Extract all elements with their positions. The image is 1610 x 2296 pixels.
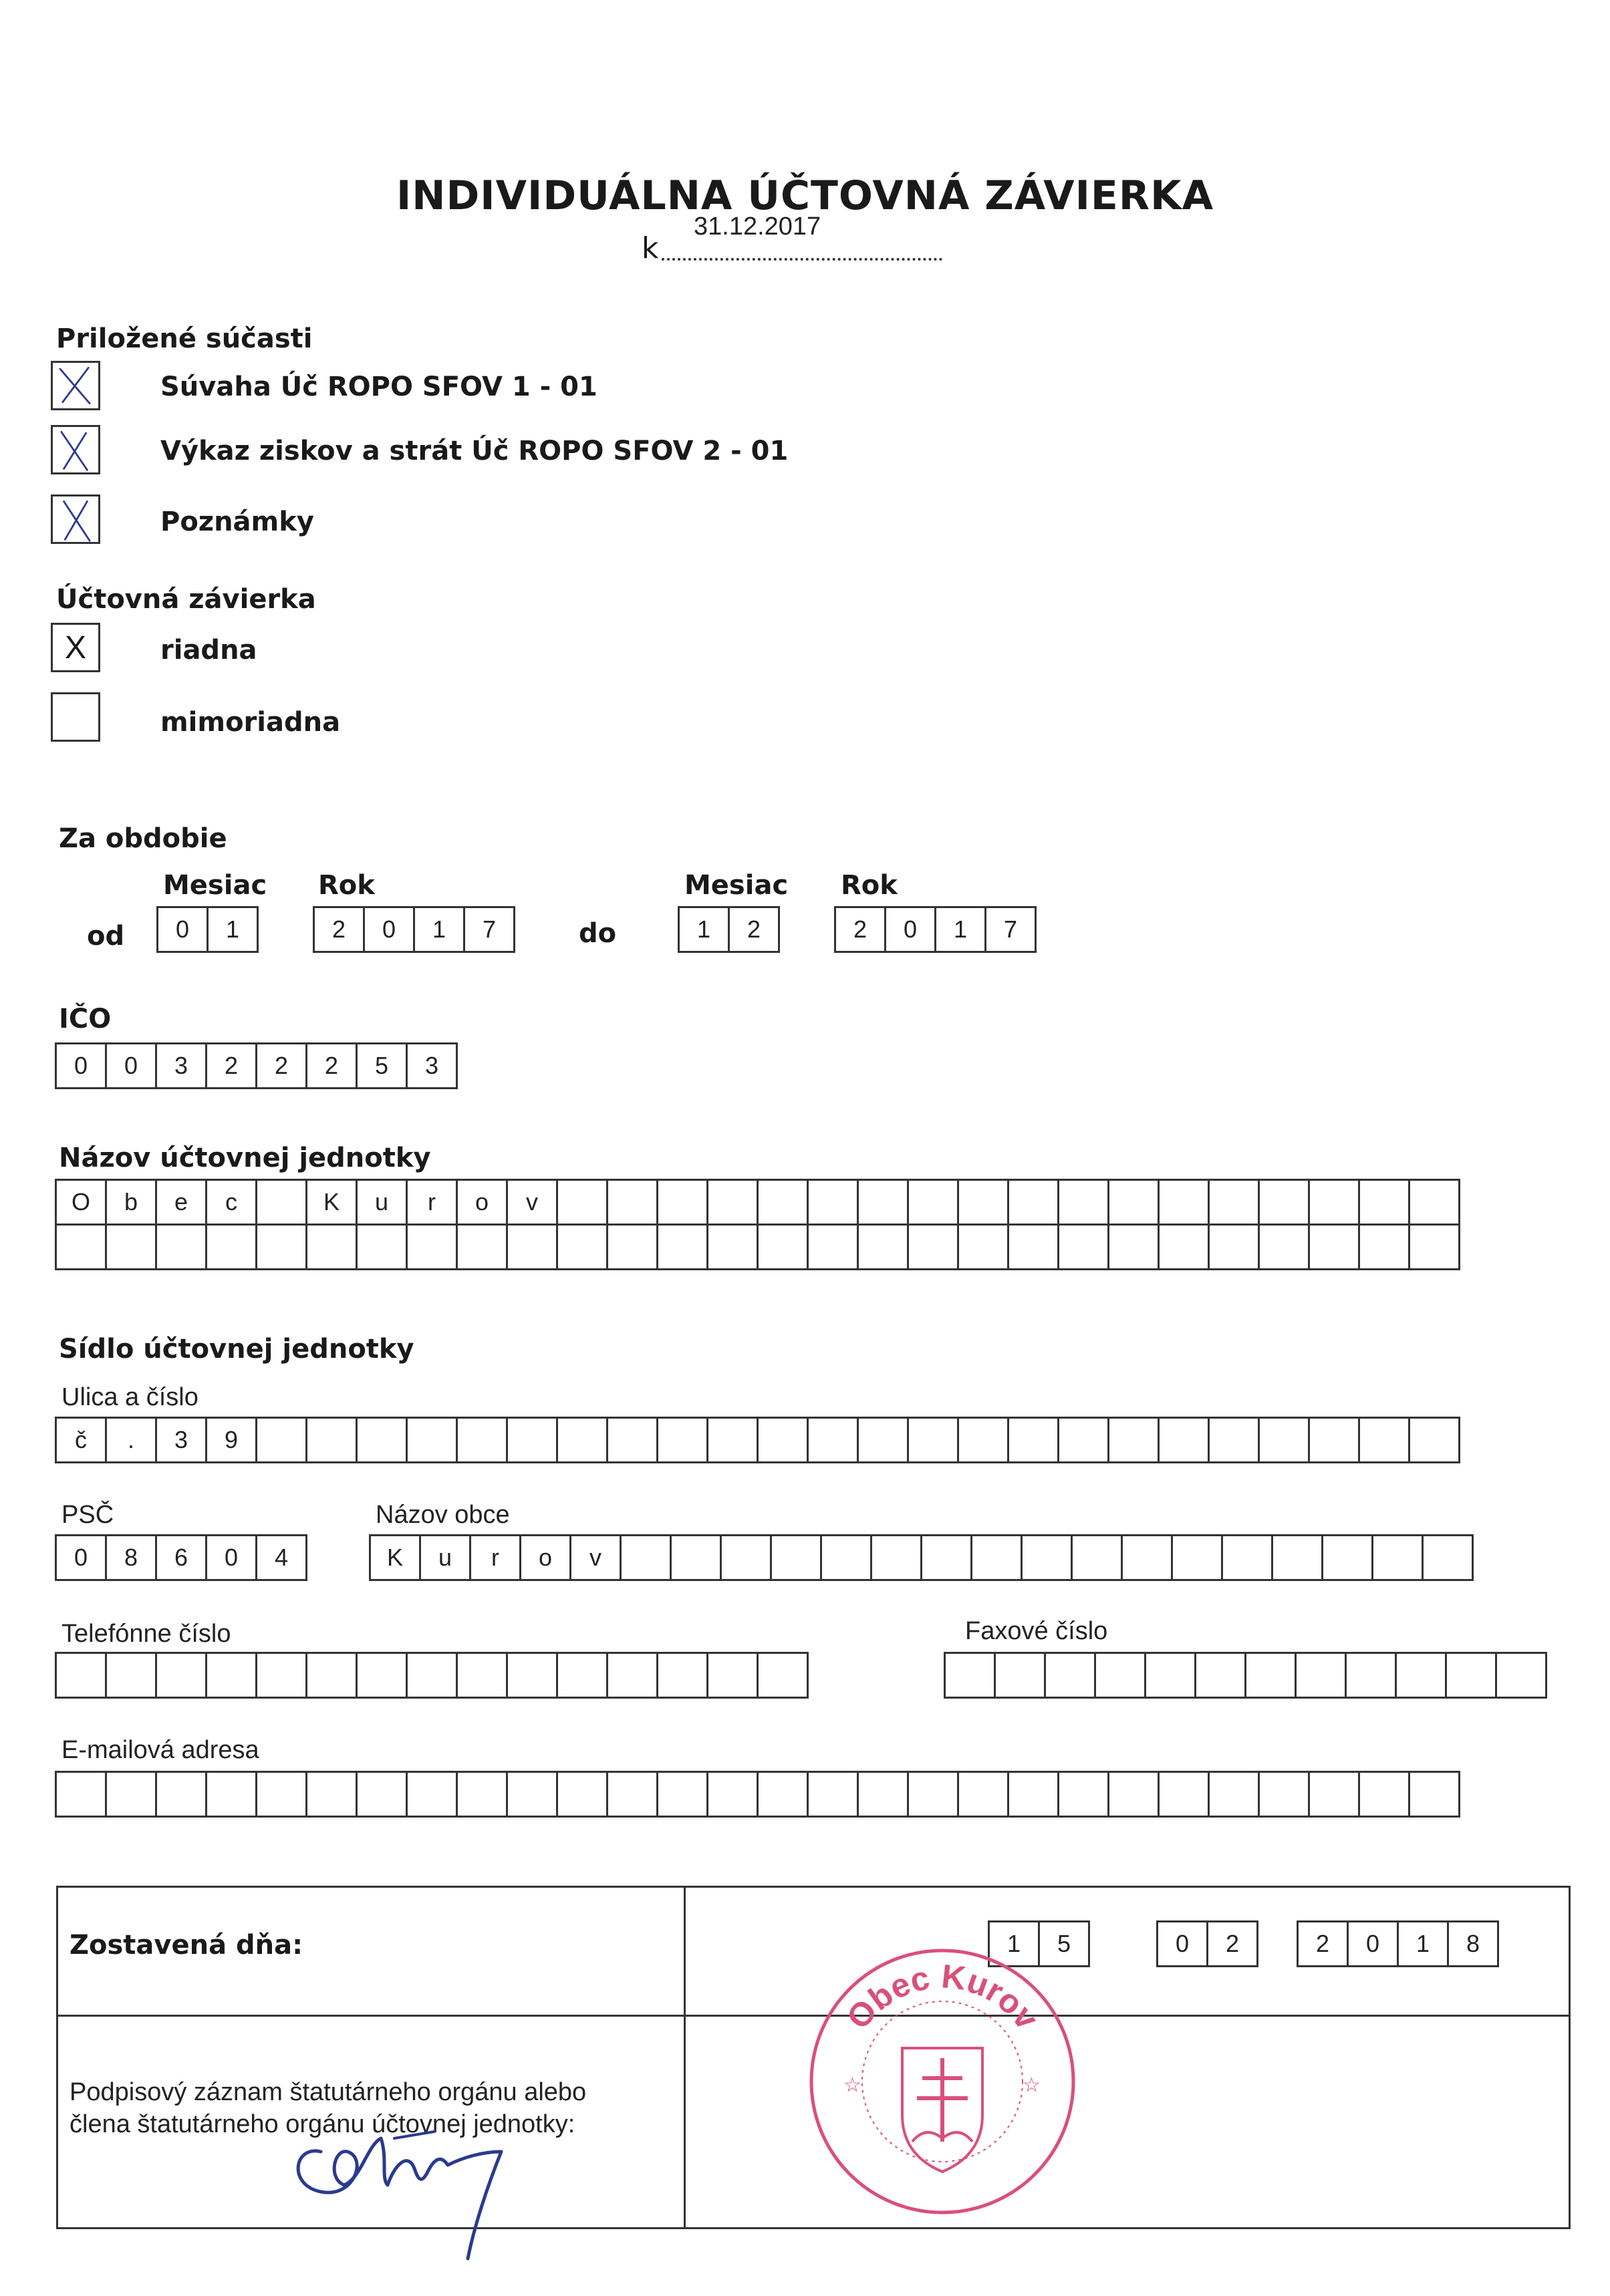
compiled-month-cell[interactable]: 0 xyxy=(1156,1920,1208,1967)
name-row1-cell[interactable]: o xyxy=(456,1179,508,1226)
psc-cell[interactable]: 4 xyxy=(255,1534,307,1581)
ico-cell[interactable]: 0 xyxy=(105,1042,157,1089)
street-cell[interactable]: . xyxy=(105,1417,157,1463)
street-cell[interactable] xyxy=(907,1417,959,1463)
table-divider-vertical xyxy=(684,1888,686,2227)
email-cell[interactable] xyxy=(1308,1771,1360,1818)
email-cell[interactable] xyxy=(556,1771,608,1818)
email-cell[interactable] xyxy=(55,1771,107,1818)
period-heading: Za obdobie xyxy=(59,823,227,854)
pen-x-mark-icon xyxy=(53,496,98,542)
from-year-label: Rok xyxy=(318,870,375,901)
email-cell[interactable] xyxy=(957,1771,1009,1818)
name-row2-cell[interactable] xyxy=(656,1224,708,1270)
email-cell[interactable] xyxy=(1358,1771,1410,1818)
period-from-year-cell[interactable]: 7 xyxy=(463,906,515,953)
phone-cell[interactable] xyxy=(356,1652,408,1699)
name-row1-cell[interactable] xyxy=(857,1179,909,1226)
name-row2-cell[interactable] xyxy=(255,1224,307,1270)
fax-cell[interactable] xyxy=(1495,1652,1547,1699)
compiled-day-cell[interactable]: 5 xyxy=(1038,1920,1090,1967)
municipal-stamp-icon xyxy=(802,1941,1083,2222)
components-heading: Priložené súčasti xyxy=(56,323,313,354)
phone-cell[interactable] xyxy=(656,1652,708,1699)
period-from-year-cell[interactable]: 2 xyxy=(313,906,365,953)
city-cell[interactable] xyxy=(720,1534,772,1581)
fax-cell[interactable] xyxy=(1194,1652,1246,1699)
name-row1-cell[interactable] xyxy=(1258,1179,1310,1226)
name-row1-cell[interactable] xyxy=(807,1179,859,1226)
fax-cell[interactable] xyxy=(1295,1652,1347,1699)
name-row1-cell[interactable] xyxy=(556,1179,608,1226)
checkbox-income-statement[interactable] xyxy=(51,425,100,474)
street-cell[interactable] xyxy=(656,1417,708,1463)
svg-text:Obec Kurov xyxy=(839,1957,1046,2036)
signature-label-line1: Podpisový záznam štatutárneho orgánu alebo xyxy=(70,2078,587,2106)
name-row2-cell[interactable] xyxy=(907,1224,959,1270)
name-row2-cell[interactable] xyxy=(1107,1224,1160,1270)
period-from-year-cell[interactable]: 0 xyxy=(363,906,415,953)
street-label: Ulica a číslo xyxy=(61,1383,198,1411)
street-cell[interactable] xyxy=(1107,1417,1160,1463)
period-to-year-cell[interactable]: 1 xyxy=(934,906,986,953)
ico-cell[interactable]: 5 xyxy=(356,1042,408,1089)
street-cell[interactable] xyxy=(406,1417,458,1463)
psc-cell[interactable]: 6 xyxy=(155,1534,207,1581)
street-cell[interactable]: č xyxy=(55,1417,107,1463)
phone-cell[interactable] xyxy=(406,1652,458,1699)
name-row2-cell[interactable] xyxy=(556,1224,608,1270)
name-row1-cell[interactable] xyxy=(757,1179,809,1226)
from-label: od xyxy=(87,921,125,952)
name-row1-cell[interactable] xyxy=(606,1179,658,1226)
street-cell[interactable] xyxy=(807,1417,859,1463)
street-field[interactable] xyxy=(55,1417,1460,1463)
street-cell[interactable] xyxy=(255,1417,307,1463)
name-row1-cell[interactable] xyxy=(1208,1179,1260,1226)
street-cell[interactable] xyxy=(305,1417,358,1463)
date-prefix: k xyxy=(642,231,659,265)
email-cell[interactable] xyxy=(1208,1771,1260,1818)
stamp-text: Obec Kurov xyxy=(839,1957,1046,2037)
email-cell[interactable] xyxy=(255,1771,307,1818)
name-row1-cell[interactable] xyxy=(1158,1179,1210,1226)
city-cell[interactable] xyxy=(820,1534,872,1581)
psc-cell[interactable]: 0 xyxy=(205,1534,257,1581)
name-row2-cell[interactable] xyxy=(1007,1224,1059,1270)
period-to-year-cell[interactable]: 0 xyxy=(884,906,936,953)
to-month-label: Mesiac xyxy=(684,870,789,901)
name-row2-cell[interactable] xyxy=(1158,1224,1210,1270)
name-row1-cell[interactable]: O xyxy=(55,1179,107,1226)
email-cell[interactable] xyxy=(1057,1771,1109,1818)
name-row2-cell[interactable] xyxy=(456,1224,508,1270)
email-cell[interactable] xyxy=(1107,1771,1160,1818)
psc-cell[interactable]: 8 xyxy=(105,1534,157,1581)
name-row2-cell[interactable] xyxy=(1408,1224,1460,1270)
email-cell[interactable] xyxy=(857,1771,909,1818)
regular-mark: X xyxy=(64,630,86,666)
component-label-income-statement: Výkaz ziskov a strát Úč ROPO SFOV 2 - 01 xyxy=(160,436,789,466)
phone-cell[interactable] xyxy=(606,1652,658,1699)
street-cell[interactable] xyxy=(757,1417,809,1463)
city-cell[interactable] xyxy=(1071,1534,1123,1581)
phone-field[interactable] xyxy=(55,1652,809,1699)
psc-field[interactable] xyxy=(55,1534,307,1581)
name-row2-cell[interactable] xyxy=(305,1224,358,1270)
city-cell[interactable] xyxy=(620,1534,672,1581)
name-row1-cell[interactable] xyxy=(1057,1179,1109,1226)
phone-label: Telefónne číslo xyxy=(61,1620,231,1648)
city-label: Názov obce xyxy=(376,1501,510,1529)
fax-cell[interactable] xyxy=(1395,1652,1447,1699)
period-to-year-cell[interactable]: 7 xyxy=(984,906,1037,953)
name-row1-cell[interactable] xyxy=(656,1179,708,1226)
city-cell[interactable]: r xyxy=(469,1534,521,1581)
city-cell[interactable]: v xyxy=(569,1534,622,1581)
name-row1-cell[interactable] xyxy=(255,1179,307,1226)
psc-cell[interactable]: 0 xyxy=(55,1534,107,1581)
street-cell[interactable] xyxy=(1208,1417,1260,1463)
city-field[interactable] xyxy=(369,1534,1474,1581)
name-row1-cell[interactable]: u xyxy=(356,1179,408,1226)
email-label: E-mailová adresa xyxy=(61,1736,259,1764)
period-to-month-cell[interactable]: 1 xyxy=(678,906,730,953)
city-cell[interactable] xyxy=(1121,1534,1173,1581)
ico-label: IČO xyxy=(59,1004,112,1034)
svg-text:☆: ☆ xyxy=(1023,2073,1041,2097)
from-month-field[interactable] xyxy=(156,906,259,953)
name-row2-cell[interactable] xyxy=(356,1224,408,1270)
name-row1-cell[interactable] xyxy=(1107,1179,1160,1226)
name-row1-cell[interactable]: v xyxy=(506,1179,558,1226)
email-cell[interactable] xyxy=(1408,1771,1460,1818)
compiled-year-cell[interactable]: 0 xyxy=(1347,1920,1399,1967)
compiled-date-label: Zostavená dňa: xyxy=(70,1930,303,1961)
name-row2-cell[interactable] xyxy=(1057,1224,1109,1270)
street-cell[interactable]: 3 xyxy=(155,1417,207,1463)
entity-name-field[interactable] xyxy=(55,1179,1460,1270)
email-cell[interactable] xyxy=(506,1771,558,1818)
street-cell[interactable] xyxy=(506,1417,558,1463)
closing-type-regular-label: riadna xyxy=(160,635,257,666)
address-heading: Sídlo účtovnej jednotky xyxy=(59,1334,414,1365)
name-row1-cell[interactable]: K xyxy=(305,1179,358,1226)
compiled-year-cell[interactable]: 1 xyxy=(1397,1920,1449,1967)
name-row1-cell[interactable] xyxy=(1408,1179,1460,1226)
compiled-year-cell[interactable]: 2 xyxy=(1297,1920,1349,1967)
compiled-year-cell[interactable]: 8 xyxy=(1447,1920,1499,1967)
name-row2-cell[interactable] xyxy=(706,1224,759,1270)
closing-type-heading: Účtovná závierka xyxy=(56,584,316,615)
name-row1-cell[interactable] xyxy=(1308,1179,1360,1226)
name-row1-cell[interactable]: e xyxy=(155,1179,207,1226)
closing-type-extraordinary-label: mimoriadna xyxy=(160,707,341,738)
phone-cell[interactable] xyxy=(757,1652,809,1699)
email-cell[interactable] xyxy=(456,1771,508,1818)
email-cell[interactable] xyxy=(155,1771,207,1818)
phone-cell[interactable] xyxy=(556,1652,608,1699)
phone-cell[interactable] xyxy=(706,1652,759,1699)
street-cell[interactable] xyxy=(957,1417,1009,1463)
street-cell[interactable] xyxy=(1007,1417,1059,1463)
city-cell[interactable]: K xyxy=(369,1534,421,1581)
period-from-month-cell[interactable]: 0 xyxy=(156,906,209,953)
fax-cell[interactable] xyxy=(1094,1652,1146,1699)
city-cell[interactable]: o xyxy=(519,1534,571,1581)
street-cell[interactable] xyxy=(1258,1417,1310,1463)
phone-cell[interactable] xyxy=(205,1652,257,1699)
city-cell[interactable] xyxy=(1021,1534,1073,1581)
ico-field[interactable] xyxy=(55,1042,458,1089)
fax-cell[interactable] xyxy=(1345,1652,1397,1699)
pen-x-mark-icon xyxy=(53,427,98,472)
street-cell[interactable] xyxy=(857,1417,909,1463)
from-month-label: Mesiac xyxy=(163,870,267,901)
checkbox-extraordinary[interactable] xyxy=(51,692,100,742)
email-cell[interactable] xyxy=(1007,1771,1059,1818)
phone-cell[interactable] xyxy=(305,1652,358,1699)
email-cell[interactable] xyxy=(356,1771,408,1818)
email-cell[interactable] xyxy=(105,1771,157,1818)
email-cell[interactable] xyxy=(1258,1771,1310,1818)
compiled-year-field[interactable] xyxy=(1297,1920,1499,1967)
compiled-month-field[interactable] xyxy=(1156,1920,1258,1967)
city-cell[interactable] xyxy=(1371,1534,1424,1581)
component-label-notes: Poznámky xyxy=(160,507,314,537)
city-cell[interactable] xyxy=(670,1534,722,1581)
street-cell[interactable] xyxy=(1408,1417,1460,1463)
date-value: 31.12.2017 xyxy=(694,212,821,241)
email-field[interactable] xyxy=(55,1771,1460,1818)
name-row2-cell[interactable] xyxy=(1258,1224,1310,1270)
date-dotted-line xyxy=(662,258,942,261)
fax-cell[interactable] xyxy=(1044,1652,1096,1699)
fax-cell[interactable] xyxy=(1144,1652,1196,1699)
to-label: do xyxy=(579,918,617,949)
name-row2-cell[interactable] xyxy=(406,1224,458,1270)
phone-cell[interactable] xyxy=(105,1652,157,1699)
city-cell[interactable] xyxy=(770,1534,822,1581)
name-row1-cell[interactable]: r xyxy=(406,1179,458,1226)
city-cell[interactable] xyxy=(1171,1534,1223,1581)
street-cell[interactable] xyxy=(556,1417,608,1463)
name-row1-cell[interactable] xyxy=(1007,1179,1059,1226)
name-row2-cell[interactable] xyxy=(1358,1224,1410,1270)
name-row1-cell[interactable] xyxy=(1358,1179,1410,1226)
ico-cell[interactable]: 3 xyxy=(155,1042,207,1089)
fax-cell[interactable] xyxy=(1244,1652,1297,1699)
fax-cell[interactable] xyxy=(1445,1652,1497,1699)
city-cell[interactable] xyxy=(1422,1534,1474,1581)
street-cell[interactable] xyxy=(706,1417,759,1463)
fax-label: Faxové číslo xyxy=(965,1617,1108,1645)
name-row2-cell[interactable] xyxy=(1208,1224,1260,1270)
checkbox-notes[interactable] xyxy=(51,494,100,544)
ico-cell[interactable]: 2 xyxy=(255,1042,307,1089)
name-row2-cell[interactable] xyxy=(205,1224,257,1270)
email-cell[interactable] xyxy=(205,1771,257,1818)
name-row2-cell[interactable] xyxy=(105,1224,157,1270)
email-cell[interactable] xyxy=(807,1771,859,1818)
name-row1-cell[interactable] xyxy=(706,1179,759,1226)
street-cell[interactable] xyxy=(456,1417,508,1463)
email-cell[interactable] xyxy=(305,1771,358,1818)
name-row2-cell[interactable] xyxy=(1308,1224,1360,1270)
name-row2-cell[interactable] xyxy=(506,1224,558,1270)
fax-cell[interactable] xyxy=(994,1652,1046,1699)
city-cell[interactable] xyxy=(920,1534,972,1581)
email-cell[interactable] xyxy=(706,1771,759,1818)
street-cell[interactable] xyxy=(1158,1417,1210,1463)
ico-cell[interactable]: 3 xyxy=(406,1042,458,1089)
name-row1-cell[interactable] xyxy=(957,1179,1009,1226)
city-cell[interactable]: u xyxy=(419,1534,471,1581)
component-label-balance-sheet: Súvaha Úč ROPO SFOV 1 - 01 xyxy=(160,372,597,402)
period-to-year-cell[interactable]: 2 xyxy=(834,906,886,953)
document-title: INDIVIDUÁLNA ÚČTOVNÁ ZÁVIERKA xyxy=(396,172,1214,219)
ico-cell[interactable]: 0 xyxy=(55,1042,107,1089)
phone-cell[interactable] xyxy=(255,1652,307,1699)
street-cell[interactable] xyxy=(1308,1417,1360,1463)
name-row2-cell[interactable] xyxy=(757,1224,809,1270)
city-cell[interactable] xyxy=(970,1534,1023,1581)
phone-cell[interactable] xyxy=(456,1652,508,1699)
email-cell[interactable] xyxy=(656,1771,708,1818)
to-year-label: Rok xyxy=(841,870,898,901)
to-year-field[interactable] xyxy=(834,906,1037,953)
svg-text:☆: ☆ xyxy=(843,2073,861,2097)
checkbox-balance-sheet[interactable] xyxy=(51,361,100,410)
checkbox-regular[interactable] xyxy=(51,623,100,672)
street-cell[interactable] xyxy=(356,1417,408,1463)
email-cell[interactable] xyxy=(907,1771,959,1818)
compiled-day-cell[interactable]: 1 xyxy=(988,1920,1040,1967)
pen-x-mark-icon xyxy=(53,363,98,408)
to-month-field[interactable] xyxy=(678,906,780,953)
phone-cell[interactable] xyxy=(55,1652,107,1699)
name-row1-cell[interactable]: b xyxy=(105,1179,157,1226)
name-row2-cell[interactable] xyxy=(857,1224,909,1270)
entity-name-label: Názov účtovnej jednotky xyxy=(59,1143,431,1173)
city-cell[interactable] xyxy=(1221,1534,1273,1581)
street-cell[interactable] xyxy=(606,1417,658,1463)
name-row2-cell[interactable] xyxy=(155,1224,207,1270)
name-row2-cell[interactable] xyxy=(606,1224,658,1270)
email-cell[interactable] xyxy=(757,1771,809,1818)
name-row1-cell[interactable] xyxy=(907,1179,959,1226)
closing-date xyxy=(642,212,949,266)
name-row2-cell[interactable] xyxy=(807,1224,859,1270)
street-cell[interactable] xyxy=(1057,1417,1109,1463)
ico-cell[interactable]: 2 xyxy=(305,1042,358,1089)
city-cell[interactable] xyxy=(1321,1534,1373,1581)
name-row2-cell[interactable] xyxy=(55,1224,107,1270)
fax-field[interactable] xyxy=(944,1652,1547,1699)
name-row2-cell[interactable] xyxy=(957,1224,1009,1270)
compiled-month-cell[interactable]: 2 xyxy=(1206,1920,1258,1967)
period-from-month-cell[interactable]: 1 xyxy=(207,906,259,953)
fax-cell[interactable] xyxy=(944,1652,996,1699)
ico-cell[interactable]: 2 xyxy=(205,1042,257,1089)
psc-label: PSČ xyxy=(61,1501,114,1529)
phone-cell[interactable] xyxy=(506,1652,558,1699)
email-cell[interactable] xyxy=(606,1771,658,1818)
street-cell[interactable] xyxy=(1358,1417,1410,1463)
email-cell[interactable] xyxy=(1158,1771,1210,1818)
street-cell[interactable]: 9 xyxy=(205,1417,257,1463)
email-cell[interactable] xyxy=(406,1771,458,1818)
city-cell[interactable] xyxy=(870,1534,922,1581)
handwritten-signature-icon xyxy=(281,2105,535,2265)
from-year-field[interactable] xyxy=(313,906,515,953)
name-row1-cell[interactable]: c xyxy=(205,1179,257,1226)
period-to-month-cell[interactable]: 2 xyxy=(728,906,780,953)
period-from-year-cell[interactable]: 1 xyxy=(413,906,465,953)
signature-label-line2: člena štatutárneho orgánu účtovnej jednotky: xyxy=(70,2110,575,2138)
phone-cell[interactable] xyxy=(155,1652,207,1699)
city-cell[interactable] xyxy=(1271,1534,1323,1581)
